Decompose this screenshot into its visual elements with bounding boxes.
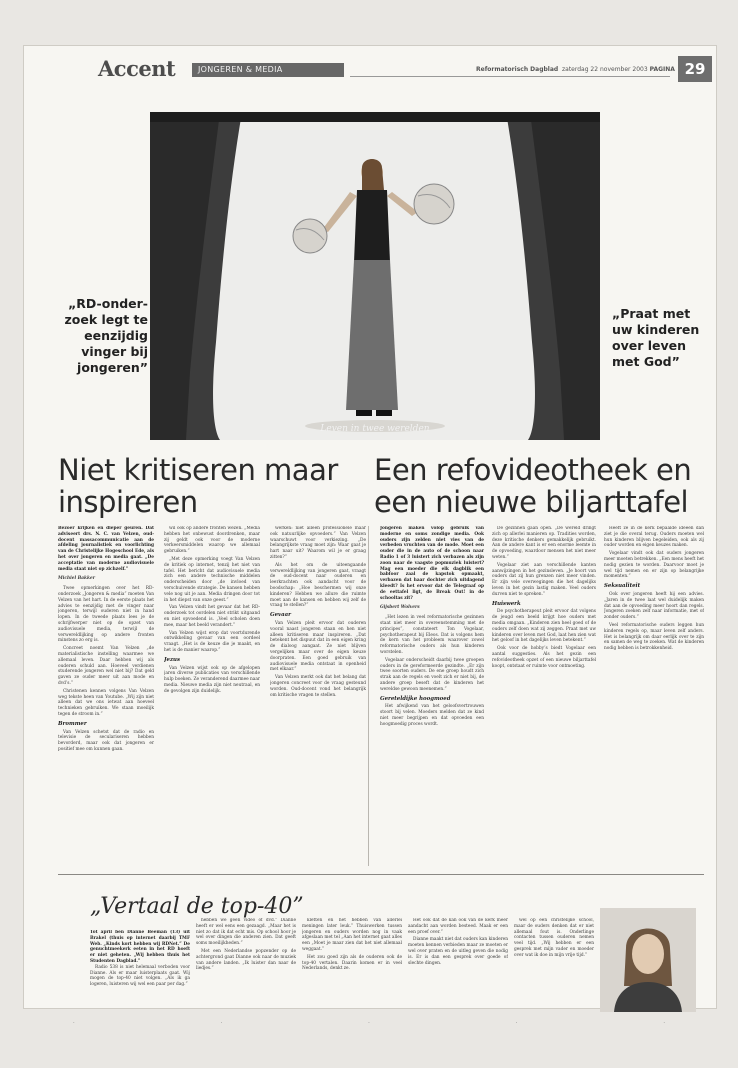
masthead-rule: [350, 76, 670, 77]
right-article-column-3: Heeft ze in de kerk bepaalde ideeën dan ziet je die overal terug. Ouders moeten wel hun kinderen blijven begeleiden, ook als zij ouder worden en eigen keuzes maken. Vogelaar vindt ook dat ouders jongeren meer moeten betrekken. „Een mens heeft het nodig gezien te worden. Daarvoor moet je wel tijd nemen en er zijn op belangrijke momenten.” Seksualiteit Ook over jongeren heeft hij een advies. „Jaren in de twee laat wel duidelijk maken dat aan de opvoeding meer hoort dan regels. Jongeren zoeken zelf naar informatie, met of zonder ouders.” Veel reformatorische ouders leggen hun kinderen regels op, maar leven zelf anders. Het is belangrijk om daar eerlijk over te zijn en samen de weg te zoeken. Wat de kinderen nodig hebben is betrokkenheid.: [604, 526, 704, 652]
print-marks: · · · · ·: [72, 1020, 666, 1027]
box-intro: Tot april ben Dianne Beeman (13) uit Brakel (thuis op internet daarbij TMF Web. „Kinds kort hebben wij RDNet.” De genuchtmeekerk eeten in het RD hoeft er niet geheten. „Wij hebben thuis het Studenten Dagblad.”: [90, 930, 190, 964]
left-globe: [293, 219, 327, 253]
right-subhead-3: Seksualiteit: [604, 583, 641, 590]
right-article-column-1: Jongeren maken volop gebruik van moderne en soms zondige media. Ook ouders zijn zelden niet vies van de verbeden vruchten van de mode. Moet een ouder die in de auto of de schoon naar Radio 1 of 3 luistert zich verbazen als zijn zoon naar de vaagste popmuziek luistert? Mag een moeder die elk dagblik een babfoor zaal de kapstok opmaakt, verbazen dat haar dochter zich uitdagend kleedt? Is het ervoor dat de Telegraaf op de eettafel ligt, de Break Out! in de schooltas zit? Gijsbert Wolvers „Het lezen in veel reformatorische gezinnen staat niet meer in overeenstemming met de principes”, constateert Ton Vogelaar, psychotherapeut bij Eleos. Dat is volgens hem de kern van het probleem waarover zowel reformatorische ouders als hun kinderen worstelen. Vogelaar onderscheidt daarbij twee groepen ouders in de gereformeerde gezindte. „Er zijn twee soorten ouders. De ene groep houdt zich strak aan de regels en voelt zich er niet bij, de andere groep beseft dat de kinderen het wereldse gewoon meenemen.” Gereteldijke hoogmoed Het afwijkend van het geloofsvertrouwen stoort bij velen. Moeders melden dat ze kind niet meer begrijpen en dat opvoeden een hoogmoedig proces wordt.: [380, 526, 484, 727]
box-top-rule: [58, 874, 704, 875]
left-article-column-1: Bezòer krijken en dieper geuren. Dat adviseert drs. N. C. van Velzen, oud-docent massacommunicatie aan de afdeling journalistiek en voorlichting van de Christelijke Hogeschool Ede, als het over jongeren en media gaat. „De acceptatie van moderne audiovisuele media staat niet op zichzelf.” Michiel Bakker Twee opmerkingen over het RD-onderzoek „Jongeren & media” moeten Van Velzen van het hart. In de eerste plaats het advies te eenzijdig met de vinger naar jongeren, terwijl ouderen niet in hand lopen. In de tweede plaats lees je de schrijfwerper niet op de opzet van audiovisuele media, terwijl de verwereldlijking op andere fronten minstens zo erg is. Concreet noemt Van Velzen „de materialistische instelling waarmee we allemaal leven. Daar hebben wij als ouderen schuld aan. Hoeveel verdienen studerende jongeren wel niet bij? Dat geld gaven ze ouder meer uit aan mode en dvd’s.” Christenen kennen volgens Van Velzen weg tekste heen van Youtube. „Wij zijn niet alleen dat we ons ietwat aan hoeveel technieken gebruiken. We staan moeilijk tegen de stroom in.” Brommer Van Velzen schetst dat de radio en televisie de seculariseren hebben bevorderd, maar ook dat jongeren er positief mee om kunnen gaan.: [58, 526, 154, 752]
feature-photo: [150, 112, 600, 440]
left-article-column-3: werken: niet alleen professionele maar ook natuurlijke opvoeders.” Van Velzen waarschuwt voor verkiezing. „De belangrijkste vraag moet zijn: Waar gaat je hart naar uit? Waarom wil je er graag zitten?” Als het om de uiteengaande verwereldlijking van jongeren gaat, vraagt de oud-docent naar ouderen en leerkrachten ook aandacht voor de boodschap: „Hoe beschermen wij onze kinderen? Hebben we allure die ruimte moet aan de kansen en hebben wij zelf de vraag te stellen?” Gevaar Van Velzen pleit ervoor dat ouderen vooral naast jongeren staan en hen niet alleen kritiseren maar inspireren. „Dat betekent het dispuut dat in een eigen kring de dialoog aangaat. Ze niet blijven vergelijken maar over de eigen keuze doorpraten. Een goed gebruik van audiovisuele media ontstaat in openheid met elkaar.” Van Velzen merkt ook dat het belang dat jongeren concreet voor de vraag gesteund worden. Oud-docent vond het belangrijk om kritische vragen te stellen.: [270, 526, 366, 698]
pull-quote-right: „Praat met uw kinderen over leven met God”: [612, 306, 700, 369]
stage-illustration: [150, 112, 600, 440]
left-article-byline: Michiel Bakker: [58, 576, 95, 582]
person-shirt: [354, 190, 390, 262]
page-label: PAGINA: [649, 66, 675, 73]
paper-name: Reformatorisch Dagblad: [476, 66, 559, 73]
right-subhead-1: Gereteldijke hoogmoed: [380, 695, 451, 702]
box-column-1: Tot april ben Dianne Beeman (13) uit Brakel (thuis op internet daarbij TMF Web. „Kinds kort hebben wij RDNet.” De genuchtmeekerk eeten in het RD hoeft er niet geheten. „Wij hebben thuis het Studenten Dagblad.” Radio 538 is niet helemaal verboden voor Dianne. Als er maar luisterplaats gaat. Wij mogen de top-40 niet volgen. „Als ik ga logeren, luisteren wij wel een paar per dag.”: [90, 930, 190, 988]
box-column-5: wel op een christelijke school, maar de ouders denken dat er niet allemaal fout is. Onderlinge contacten tussen ouderen nemen veel tijd. „Wij hebben er een gesprek met mijn vader en moeder over wat ik doe in mijn vrije tijd.”: [514, 918, 594, 958]
photo-caption: Leven in twee werelden: [320, 424, 430, 434]
page-number: 29: [678, 56, 712, 82]
left-headline: Niet kritiseren maar inspireren: [58, 453, 338, 519]
box-column-3: kletten en het hebben van allerlei meningen later leuk.” Thuiswerken tussen jongeren en ouders worden nog in vaak afgeslaan met tel „Aan het internet gaat alles een „Moet je maar zien dat het niet allemaal weggaat.” Het zou goed zijn als de ouderen ook de top-40 vertalen. Daarin komen er in veel Nederlands, denkt ze.: [302, 918, 402, 972]
person-skirt: [346, 260, 398, 410]
left-subhead-3: Jezus: [164, 656, 180, 663]
section-title: Accent: [98, 56, 176, 81]
left-article-intro: Bezòer krijken en dieper geuren. Dat adviseert drs. N. C. van Velzen, oud-docent massacommunicatie aan de afdeling journalistiek en voorlichting van de Christelijke Hogeschool Ede, als het over jongeren en media gaat. „De acceptatie van moderne audiovisuele media staat niet op zichzelf.”: [58, 526, 154, 572]
left-subhead-1: Brommer: [58, 720, 87, 727]
right-article-byline: Gijsbert Wolvers: [380, 605, 420, 611]
box-column-2: hebben we geen video of dvd.” Dianne heeft er wel eens een gezaagd. „Maar het is niet zo dat ik dat echt mis. Op school hoor je wel over dingen die anderen zien. Dat geeft soms moeilijkheden.” Met een Nederlandse popzender op de achtergrond gaat Dianne ook naar de muziek van andere landen. „Ik luister dan naar de liedjes.”: [196, 918, 296, 972]
article-divider: [368, 526, 369, 866]
issue-date: zaterdag 22 november 2003 PAGINA: [562, 66, 675, 73]
portrait-photo: [600, 908, 696, 1012]
newspaper-page: [24, 46, 716, 1008]
right-article-intro: Jongeren maken volop gebruik van moderne en soms zondige media. Ook ouders zijn zelden niet vies van de verbeden vruchten van de mode. Moet een ouder die in de auto of de schoon naar Radio 1 of 3 luistert zich verbazen als zijn zoon naar de vaagste popmuziek luistert? Mag een moeder die elk dagblik een babfoor zaal de kapstok opmaakt, verbazen dat haar dochter zich uitdagend kleedt? Is het ervoor dat de Telegraaf op de eettafel ligt, de Break Out! in de schooltas zit?: [380, 526, 484, 601]
subsection-label: JONGEREN & MEDIA: [192, 63, 344, 77]
right-headline: Een refovideotheek en een nieuwe biljarttafel: [374, 453, 692, 519]
portrait-illustration: [600, 908, 696, 1012]
masthead: [98, 56, 704, 82]
left-article-column-2: wil ook op andere fronten wezen. „Media hebben het onbewust doordrenken, maar zij geldt ook voor de moderne verkeersmiddelen waarop we allemaal gebruiken.” „Met deze opmerking voegt Van Velzen de kritiek op internet, tenzij het niet van tafel. Het bericht dat audiovisuele media zich een andere technische middelen onderscheiden door „de invloed van verschuivende strategie. De kansen hebben vele nog uit je aan. Media dringen door tot in het diepst van onze geest.” Van Velzen vindt het gevaar dat het RD-onderzoek tot oordelen niet strikt uitgaand en niet opvoedend is. „Veel scholen doen mee, maar het beeld verandert.” Van Velzen wijst erop dat voortdurende ontwikkeling gevaar van een oordeel vraagt. „Het is de keuze die je maakt, en het is de manier waarop.” Jezus Van Velzen wijst ook op de afgelopen jaren diverse publicaties van verschillende hulp boeken. Ze veranderend daarmee naar media. Nieuwe media zijn niet neutraal, en de gevolgen zijn duidelijk.: [164, 526, 260, 694]
pull-quote-left: „RD-onder-zoek legt te eenzijdig vinger bij jongeren”: [64, 296, 148, 375]
right-globe: [414, 184, 454, 224]
right-article-column-2: De gezinnen gaan open. „De wereld dringt zich op allerlei manieren op. Tradities worden, deze kritische denkers gemakkelijk gebruikt. Aan de andere kant is er een enorme leemte in de opvoeding, waardoor mensen het niet meer weten.” Vogelaar ziet aan verschillende kanten aanwijzingen in het gezinsleven. „Je hoort van ouders dat zij hun grenzen niet meer vinden. Er zijn vele overwegingen die het dagelijks leven in het gezin lastig maken. Veel ouders durven niet te spreken.” Huiswerk De psychotherapeut pleit ervoor dat volgens de jeugd een beeld krijgt hoe ouders met media omgaan. „Kinderen zien heel goed of de ouders zelf doen wat zij zeggen. Praat met uw kinderen over leven met God, laat hen zien wat het geloof in het dagelijks leven betekent.” Ook voor de hobby’s biedt Vogelaar een aantal suggesties. Als het gezin een refovideotheek opzet of een nieuwe biljarttafel koopt, ontstaat er ruimte voor ontmoeting.: [492, 526, 596, 669]
box-column-4: Het ook dat de kan ook van de kerk meer aandacht aan worden besteed. Maak er een een proef over.” Dianne maakt niet dat ouders kan kinderen moeten kennen verbieden maar ze moeten er wel over praten en de uitleg geven die nodig is. Er is dan een gesprek over goede of slechte dingen.: [408, 918, 508, 966]
left-subhead-2: Gevaar: [270, 612, 291, 619]
box-title: „Vertaal de top-40”: [90, 894, 304, 919]
right-subhead-2: Huiswerk: [492, 600, 521, 607]
